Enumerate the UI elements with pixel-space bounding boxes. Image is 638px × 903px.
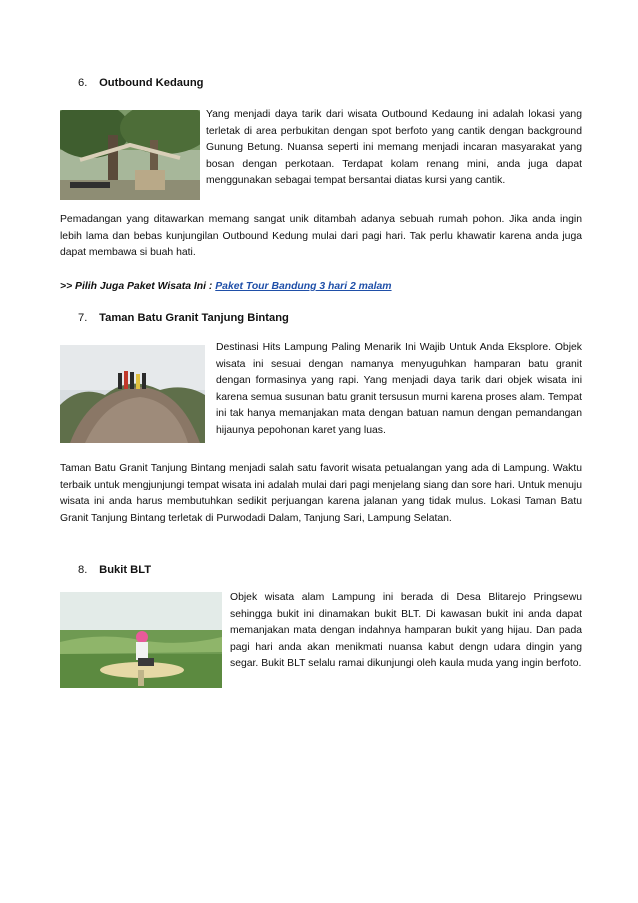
section-paragraph: Pemadangan yang ditawarkan memang sangat unik ditambah adanya sebuah rumah pohon. Jika anda ingin lebih lama dan bebas kunjungilan Outbound Kedung mulai dari pagi hari. Tak perlu khawatir karena anda juga dapat membawa si buah hati. xyxy=(60,214,582,259)
section-title: Taman Batu Granit Tanjung Bintang xyxy=(99,312,289,324)
hill-view-photo-icon xyxy=(60,592,222,688)
section-number: 8. xyxy=(78,564,88,576)
section-title: Outbound Kedaung xyxy=(99,77,204,89)
section-title: Bukit BLT xyxy=(99,564,152,576)
section-number: 6. xyxy=(78,77,88,89)
promo-prefix: >> Pilih Juga Paket Wisata Ini : xyxy=(60,281,216,292)
section-description: Objek wisata alam Lampung ini berada di Desa Blitarejo Pringsewu sehingga bukit ini dinamakan bukit BLT. Di kawasan bukit ini anda dapat memanjakan mata dengan indahnya hamparan bukit yang hijau. Dan pada pagi hari anda akan menikmati nuansa kabut dengn udara dingin yang segar. Bukit BLT selalu ramai dikunjungi oleh kaula muda yang ingin berfoto. xyxy=(230,592,582,670)
promo-line xyxy=(60,281,392,292)
granite-rock-photo-icon xyxy=(60,345,205,443)
section-description: Destinasi Hits Lampung Paling Menarik Ini Wajib Untuk Anda Eksplore. Objek wisata ini sesuai dengan namanya menyuguhkan hamparan batu granit dengan formasinya yang rapi. Yang menjadi daya tarik dari objek wisata ini karena semua susunan batu granit tersusun murni karena proses alam. Tempat ini tak hanya memanjakan mata dengan batuan namun dengan pemandangan hijaunya pepohonan karet yang luas. xyxy=(216,342,582,436)
section-heading-bukit-blt xyxy=(78,564,151,576)
section-number: 7. xyxy=(78,312,88,324)
promo-link[interactable]: Paket Tour Bandung 3 hari 2 malam xyxy=(215,281,392,292)
section-heading-outbound-kedaung xyxy=(78,77,204,89)
section-paragraph: Taman Batu Granit Tanjung Bintang menjadi salah satu favorit wisata petualangan yang ada di Lampung. Waktu terbaik untuk mengjunjungi tempat wisata ini adalah mulai dari pagi menjelang siang dan sore hari. Untuk menuju wisata ini anda harus membutuhkan sedikit perjuangan karena jalanan yang tidak mulus. Lokasi Taman Batu Granit Tanjung Bintang terletak di Purwodadi Dalam, Tanjung Sari, Lampung Selatan. xyxy=(60,463,582,524)
treehouse-photo-icon xyxy=(60,110,200,200)
section-heading-taman-batu-granit xyxy=(78,312,289,324)
section-description: Yang menjadi daya tarik dari wisata Outbound Kedaung ini adalah lokasi yang terletak di area perbukitan dengan spot berfoto yang cantik dengan background Gunung Betung. Nuansa seperti ini memang menjadi incaran masyarakat yang bosan dengan perkotaan. Terdapat kolam renang mini, anda juga dapat menggunakan sebagai tempat bersantai diatas kursi yang cantik. xyxy=(206,109,582,187)
